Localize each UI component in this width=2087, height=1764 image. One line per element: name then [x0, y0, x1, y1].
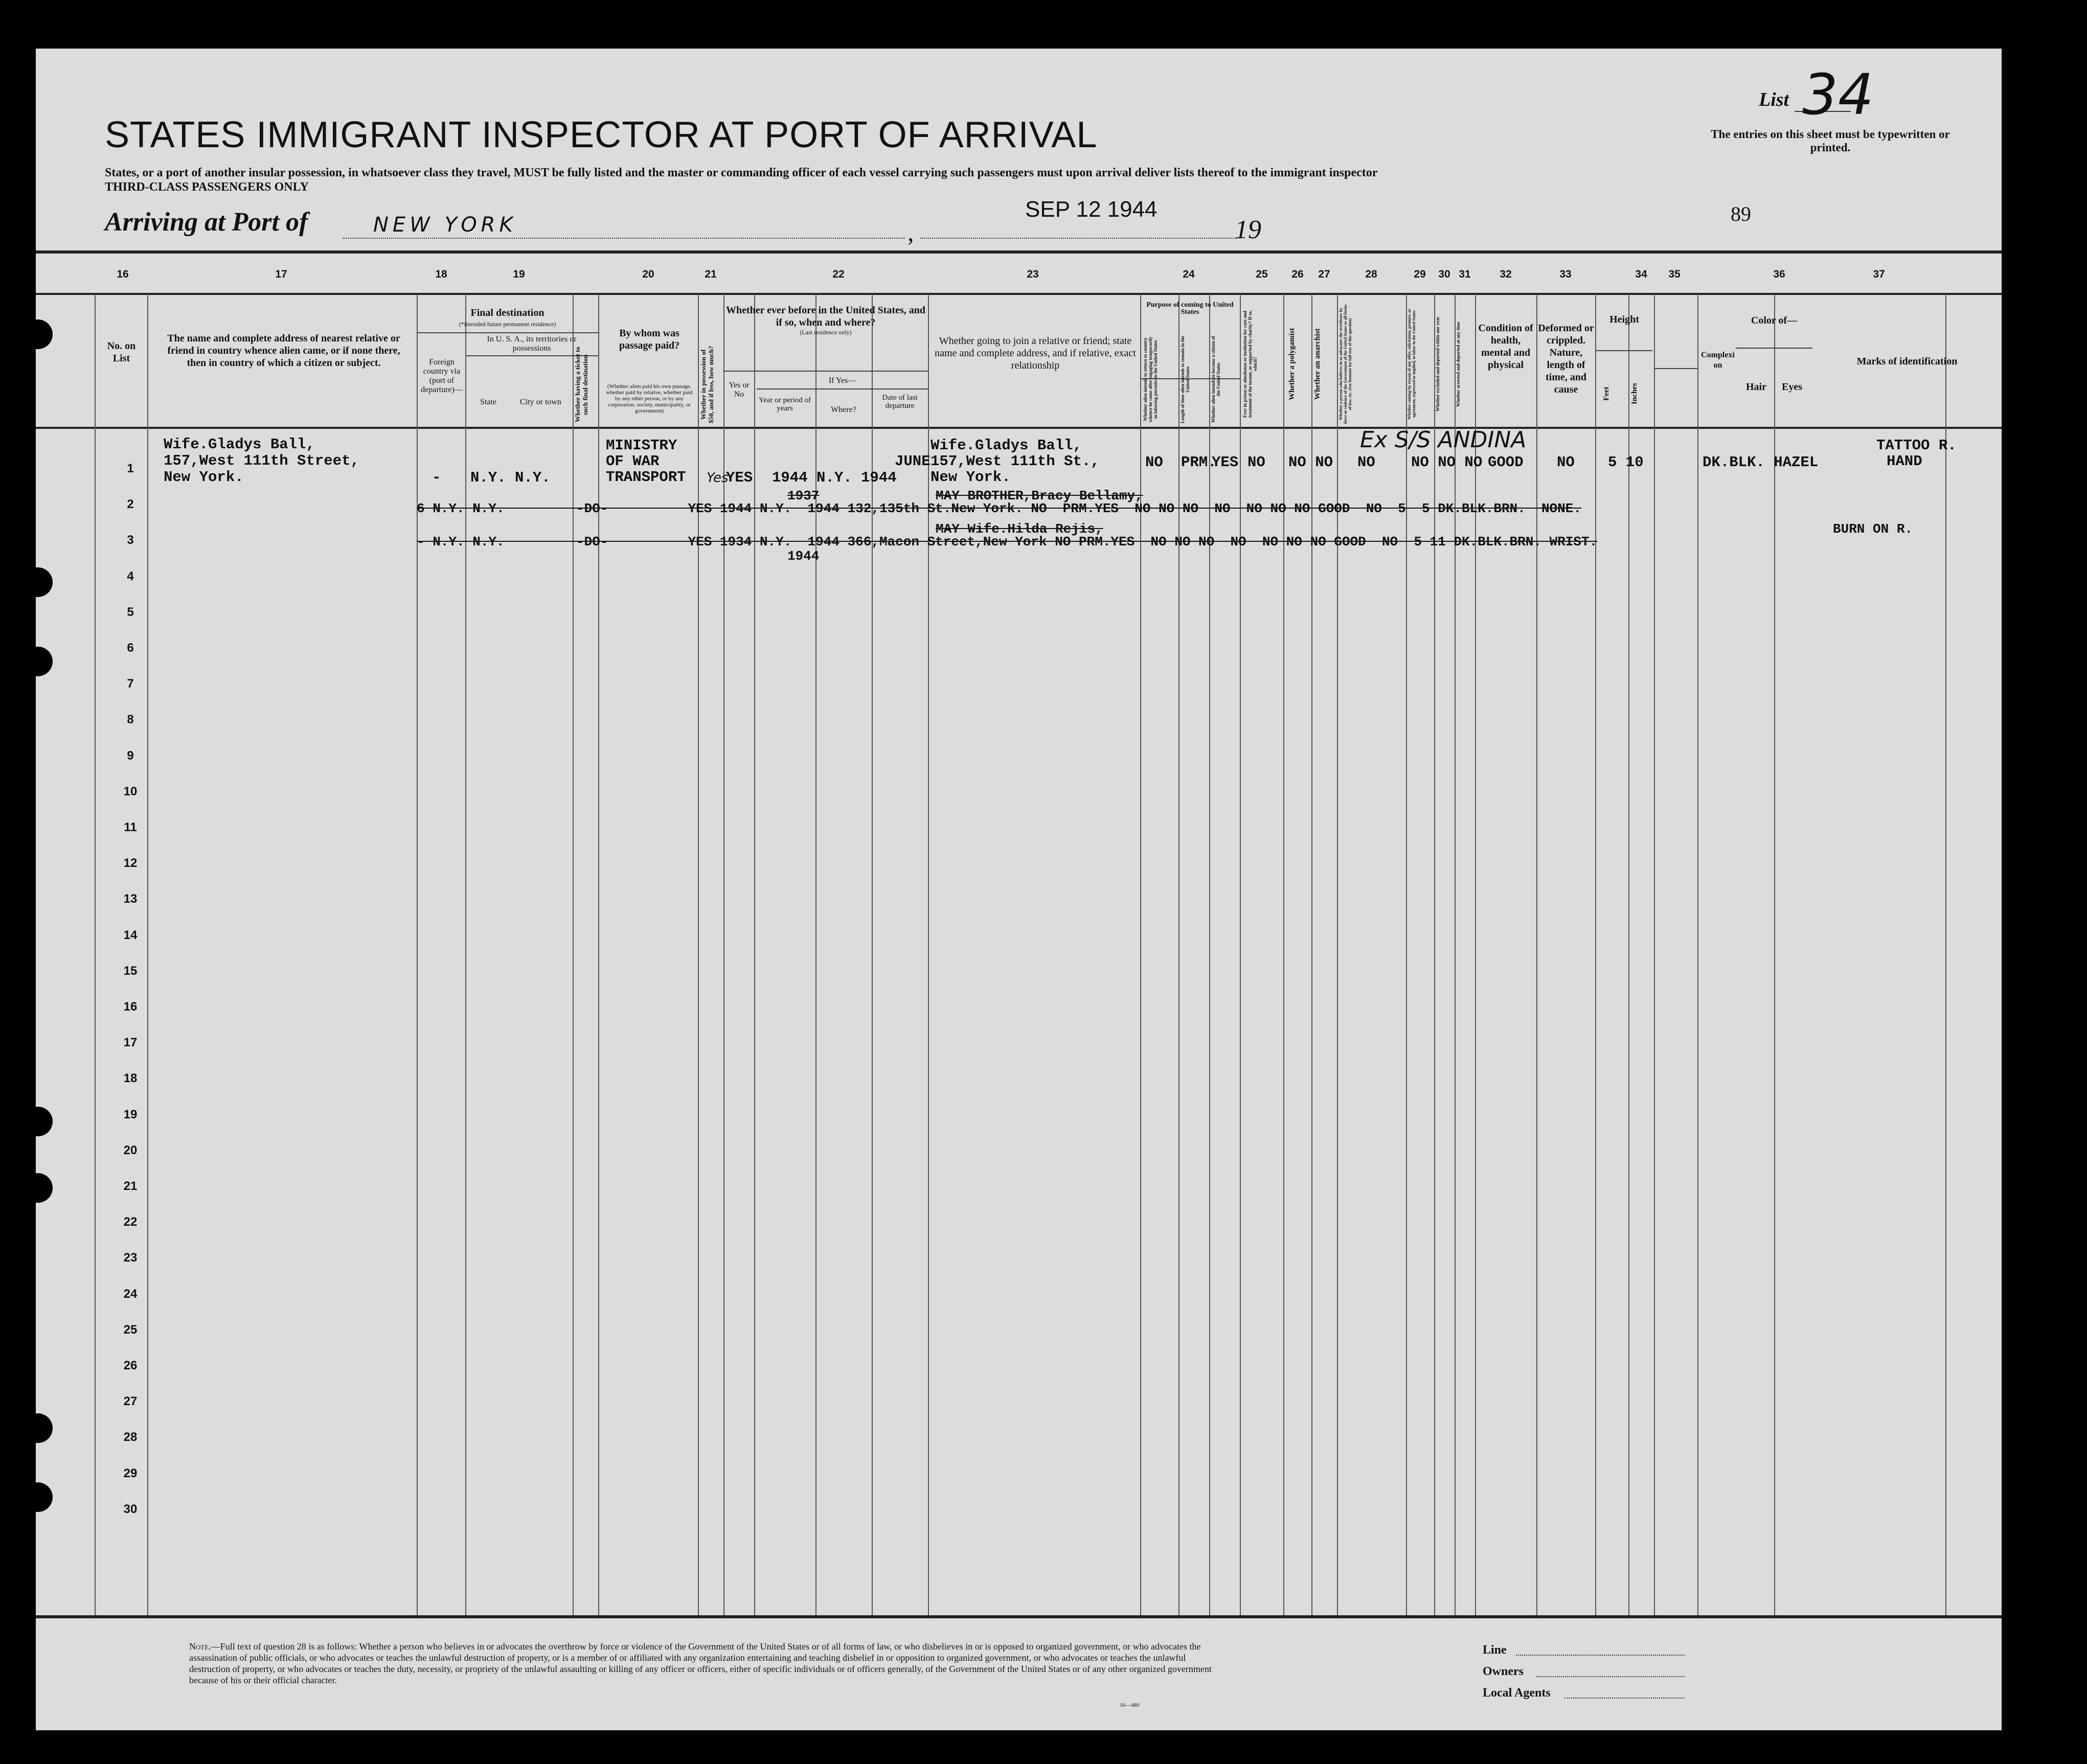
column-number: 26: [1291, 268, 1304, 280]
header-final-destination-note: (*Intended future permanent residence): [459, 320, 556, 328]
grid-line: [1311, 294, 1312, 1615]
column-number: 28: [1365, 268, 1377, 280]
subheader-rule: [1736, 348, 1812, 349]
header-eyes: Eyes: [1782, 381, 1802, 393]
header-col30: Whether excluded and deported within one year: [1435, 316, 1440, 412]
row-number: 13: [123, 892, 138, 906]
column-number: 19: [513, 268, 525, 280]
height-rule: [1596, 350, 1652, 351]
row-number: 3: [127, 533, 134, 547]
row1-possession: YES: [726, 469, 753, 486]
port-name: NEW YORK: [373, 213, 517, 237]
grid-line: [1595, 294, 1596, 1615]
row-number: 4: [127, 569, 134, 583]
header-year-period: Year or period of years: [758, 396, 811, 413]
row-number: 21: [123, 1179, 138, 1193]
grid-line: [928, 294, 929, 1615]
header-no-on-list: No. on List: [107, 340, 136, 364]
agents-label: Local Agents: [1483, 1686, 1551, 1700]
header-purpose-sub2: Length of time alien intends to remain in the United States: [1180, 336, 1190, 423]
subheader-rule: [757, 388, 928, 390]
header-join-relative: Whether going to join a relative or friend; state name and complete address, and if relative, exact relationship: [935, 335, 1136, 371]
punch-hole: [36, 567, 53, 597]
grid-line: [417, 294, 418, 1615]
row1-condition: GOOD: [1488, 454, 1524, 471]
grid-line: [1697, 294, 1698, 1615]
header-height: Height: [1609, 314, 1639, 325]
row-number: 12: [123, 856, 138, 870]
list-label: List: [1759, 89, 1789, 110]
row1-col28: NO: [1357, 454, 1375, 471]
column-number: 33: [1559, 268, 1572, 280]
agents-field: [1564, 1698, 1685, 1699]
row1-col29-31: NO NO NO: [1411, 454, 1483, 471]
column-number: 22: [832, 268, 845, 280]
grid-line: [1536, 294, 1537, 1615]
date-stamp: SEP 12 1944: [1025, 197, 1158, 222]
row-number: 26: [123, 1359, 138, 1372]
column-number: 23: [1027, 268, 1039, 280]
row1-marks-line2: HAND: [1887, 453, 1922, 470]
grid-line: [1455, 294, 1456, 1615]
row1-deformed: NO: [1557, 454, 1575, 471]
row-number: 9: [127, 748, 134, 763]
row1-ever-before: 1944 N.Y. 1944: [772, 469, 897, 486]
row-number: 11: [124, 820, 137, 834]
grid-line: [872, 294, 873, 1615]
row-number: 5: [127, 605, 134, 619]
row1-join-line2: 157,West 111th St.,: [931, 453, 1100, 470]
row-number: 23: [123, 1251, 138, 1265]
header-by-whom-note: (Whether alien paid his own passage, whether paid by relative, whether paid by any other person, or by any corporation, society, municipality, or government): [606, 383, 693, 414]
arriving-label: Arriving at Port of: [105, 208, 308, 237]
column-number: 21: [705, 268, 717, 280]
row1-purpose: NO: [1145, 454, 1163, 471]
punch-hole: [36, 1482, 53, 1512]
owners-field: [1536, 1676, 1685, 1677]
column-number: 32: [1500, 268, 1512, 280]
grid-line: [698, 294, 699, 1615]
header-ever-before-note: (Last residence only): [800, 329, 852, 336]
header-purpose: Purpose of coming to United States: [1146, 301, 1234, 316]
header-hair: Hair: [1746, 381, 1766, 393]
row-number: 29: [123, 1466, 138, 1480]
row-number: 22: [123, 1215, 138, 1229]
header-deformed: Deformed or crippled. Nature, length of time, and cause: [1538, 323, 1594, 395]
footnote-label: Note.: [189, 1641, 211, 1652]
grid-line: [1945, 294, 1946, 1615]
column-number: 37: [1873, 268, 1885, 280]
column-number: 30: [1438, 268, 1450, 280]
column-number-rule: [36, 293, 2002, 295]
header-foreign-country: Foreign country via (port of departure)—: [421, 358, 463, 394]
row-number: 15: [123, 964, 138, 978]
column-number: 25: [1256, 268, 1268, 280]
grid-line: [1406, 294, 1407, 1615]
column-number: 16: [117, 268, 129, 280]
row1-join-line1: Wife.Gladys Ball,: [931, 437, 1082, 454]
row-number: 18: [123, 1071, 138, 1086]
header-in-usa: In U. S. A., its territories or possessions: [487, 335, 577, 353]
port-line: [343, 238, 905, 239]
grid-line: [1240, 294, 1241, 1615]
form-code: 16—480: [1120, 1702, 1140, 1708]
row1-col25: NO: [1247, 454, 1265, 471]
header-bottom-rule: [36, 427, 2002, 429]
sheet-number: 89: [1731, 202, 1751, 225]
list-number: 34: [1802, 62, 1874, 127]
row1-name-line3: New York.: [164, 469, 244, 486]
row1-citizen: YES: [1212, 454, 1239, 471]
column-number: 29: [1414, 268, 1426, 280]
year-prefix: 19: [1235, 215, 1261, 244]
grid-line: [723, 294, 724, 1615]
row3-line: - N.Y. N.Y. -DO- YES 1934 N.Y. 1944 366,Macon Street,New York NO PRM.YES NO NO NO NO NO NO NO GOOD NO 5 11 DK.BLK.BRN. WRIST.: [417, 534, 1598, 549]
row-number: 30: [123, 1502, 138, 1516]
column-number: 31: [1459, 268, 1471, 280]
row-number: 7: [127, 677, 134, 691]
grid-line: [147, 294, 148, 1615]
subheader-rule: [417, 332, 598, 333]
footnote-text: —Full text of question 28 is as follows: Whether a person who believes in or advocates the overthrow by force or violence of the Government of the United States or of all forms of law, or who disbelieves in or is opposed to organized government, or who advocates the assassination of public officials, or who advocates or teaches the unlawful destruction of property, or is a member of or affiliated with any organization entertaining and teaching disbelief in or opposition to organized government, or who advocates or teaches the unlawful destruction of property, or who advocates or teaches the duty, necessity, or propriety of the unlawful assaulting or killing of any officer or officers, either of specific individuals or of officers generally, of the Government of the United States or of any other organized government because of his or their official character.: [189, 1641, 1212, 1685]
row-number: 6: [127, 641, 134, 655]
row-number: 16: [123, 1000, 138, 1014]
row-number: 24: [123, 1287, 138, 1301]
column-number: 17: [275, 268, 287, 280]
header-anarchist: Whether an anarchist: [1313, 328, 1322, 400]
row-number: 27: [123, 1394, 138, 1409]
row-number: 2: [127, 497, 134, 512]
header-feet: Feet: [1602, 386, 1610, 401]
line-label: Line: [1483, 1643, 1507, 1657]
row1-name-line1: Wife.Gladys Ball,: [164, 436, 315, 453]
punch-hole: [36, 1173, 53, 1203]
grid-line: [573, 294, 574, 1615]
header-col31: Whether arrested and deported at any time: [1456, 322, 1461, 407]
row-number: 25: [123, 1322, 138, 1337]
header-yes-or-no: Yes or No: [729, 381, 750, 399]
header-col25: Ever in prison or almshouse or institution for care and treatment of the insane, or supported by charity? If so, which?: [1242, 310, 1258, 418]
punch-hole: [36, 319, 53, 349]
grid-line: [1337, 294, 1338, 1615]
grid-line: [465, 294, 466, 1615]
owners-label: Owners: [1483, 1665, 1524, 1678]
row2-line: 6 N.Y. N.Y. -DO- YES 1944 N.Y. 1944 132,135th St.New York. NO PRM.YES NO NO NO NO NO NO NO GOOD NO 5 5 DK.BLK.BRN. NONE.: [417, 501, 1581, 516]
grid-line: [1628, 294, 1629, 1615]
header-col29: Whether coming by reason of any offer, solicitation, promise, or agreement, expressed or implied, to labor in the United States: [1407, 308, 1416, 420]
grid-line: [1654, 294, 1655, 1615]
header-if-yes: If Yes—: [828, 376, 856, 385]
header-where: Where?: [831, 405, 856, 414]
header-condition: Condition of health, mental and physical: [1478, 323, 1533, 371]
footnote: [189, 1641, 1212, 1686]
grid-line: [1209, 294, 1210, 1615]
header-state: State: [480, 398, 496, 406]
punch-hole: [36, 647, 53, 676]
row-number: 10: [123, 784, 138, 798]
row1-height: 5 10: [1608, 454, 1644, 471]
grid-line: [95, 294, 96, 1615]
grid-line: [1774, 294, 1775, 1615]
header-polygamist: Whether a polygamist: [1288, 328, 1296, 401]
column-number: 18: [435, 268, 447, 280]
header-purpose-sub1: Whether alien intends to return to country whence he came after engaging temporarily in laboring pursuits in the United States: [1143, 336, 1158, 423]
manifest-sheet: [36, 49, 2002, 1730]
row1-join-line3: New York.: [931, 469, 1011, 486]
row-number: 19: [123, 1107, 138, 1121]
column-number: 27: [1318, 268, 1330, 280]
line-field: [1516, 1655, 1685, 1656]
row1-col26-27: NO NO: [1288, 454, 1333, 471]
table-top-rule: [36, 250, 2002, 254]
row3-marks-above: BURN ON R.: [1833, 521, 1913, 537]
grid-line: [598, 294, 599, 1615]
column-number: 35: [1668, 268, 1681, 280]
grid-line: [1434, 294, 1435, 1615]
subheader-rule: [723, 371, 928, 372]
header-complexion: Complexion: [1701, 351, 1735, 370]
date-line: [920, 238, 1237, 239]
header-color-of: Color of—: [1751, 315, 1798, 326]
row1-marks-line1: TATTOO R.: [1876, 437, 1957, 454]
row-number: 14: [123, 928, 138, 942]
punch-hole: [36, 1413, 53, 1443]
punch-hole: [36, 1107, 53, 1136]
grid-line: [1283, 294, 1284, 1615]
row-number: 1: [127, 462, 134, 475]
handwritten-annotation: Ex S/S ANDINA: [1360, 427, 1527, 453]
header-final-destination: Final destination: [470, 307, 545, 318]
grid-line: [754, 294, 755, 1615]
subheader-rule: [1654, 368, 1697, 369]
column-number: 20: [642, 268, 654, 280]
page-title: STATES IMMIGRANT INSPECTOR AT PORT OF ARRIVAL: [105, 114, 1098, 155]
column-number: 24: [1183, 268, 1195, 280]
row1-complexion-hair-eyes: DK.BLK. HAZEL: [1703, 454, 1819, 471]
table-bottom-rule: [36, 1615, 2002, 1618]
row1-passage-line2: OF WAR: [606, 453, 660, 470]
grid-line: [1475, 294, 1476, 1615]
row1-passage-line3: TRANSPORT: [606, 469, 686, 486]
header-name-address: The name and complete address of nearest relative or friend in country whence alien came, or if none there, then in country of which a citizen or subject.: [167, 333, 400, 369]
row3-year-below: 1944: [787, 548, 820, 564]
comma: ,: [908, 218, 914, 246]
typewritten-note: The entries on this sheet must be typewritten or printed.: [1711, 128, 1950, 154]
header-city: City or town: [520, 398, 561, 406]
row1-foreign-country: -: [432, 469, 441, 486]
row-number: 8: [127, 713, 134, 727]
header-ever-before: Whether ever before in the United States, and if so, when and where?: [726, 305, 925, 328]
subtitle-class: THIRD-CLASS PASSENGERS ONLY: [105, 180, 309, 194]
row1-departure-month: JUNE: [895, 453, 931, 470]
header-possession: Whether in possession of $50, and if less, how much?: [699, 346, 715, 424]
row-number: 28: [123, 1430, 138, 1445]
row1-passage-line1: MINISTRY: [606, 437, 677, 454]
column-number: 36: [1773, 268, 1785, 280]
header-purpose-sub3: Whether alien intends to become a citizen of the United States: [1211, 336, 1221, 423]
row1-ticket-handwritten: Yes: [707, 470, 729, 486]
column-number: 34: [1635, 268, 1647, 280]
header-last-departure: Date of last departure: [882, 394, 918, 410]
row1-name-line2: 157,West 111th Street,: [164, 452, 359, 469]
row-number: 17: [123, 1036, 138, 1050]
row2-year-above: 1937: [787, 488, 820, 503]
row3-text-above: MAY Wife.Hilda Rejis,: [936, 521, 1103, 537]
row1-length: PRM.: [1181, 454, 1217, 471]
grid-line: [1178, 294, 1179, 1615]
row-number: 20: [123, 1143, 138, 1157]
row1-state-city: N.Y. N.Y.: [470, 469, 551, 486]
header-marks: Marks of identification: [1856, 356, 1958, 367]
header-by-whom: By whom was passage paid?: [619, 328, 680, 351]
header-col28: Whether a person who believes in or advocates the overthrow by force or violence of the Government of the United States or all forms of law, etc. (See footnote for full text of this question): [1339, 304, 1352, 424]
row2-text-above: MAY BROTHER,Bracy Bellamy,: [936, 488, 1143, 503]
header-inches: Inches: [1630, 383, 1639, 404]
subtitle-line: States, or a port of another insular possession, in whatsoever class they travel, MUST be fully listed and the master or commanding officer of each vessel carrying such passengers must upon arrival deliver lists thereof to the immigrant inspector: [105, 166, 1378, 179]
header-ticket: Whether having a ticket to such final destination: [574, 347, 589, 423]
